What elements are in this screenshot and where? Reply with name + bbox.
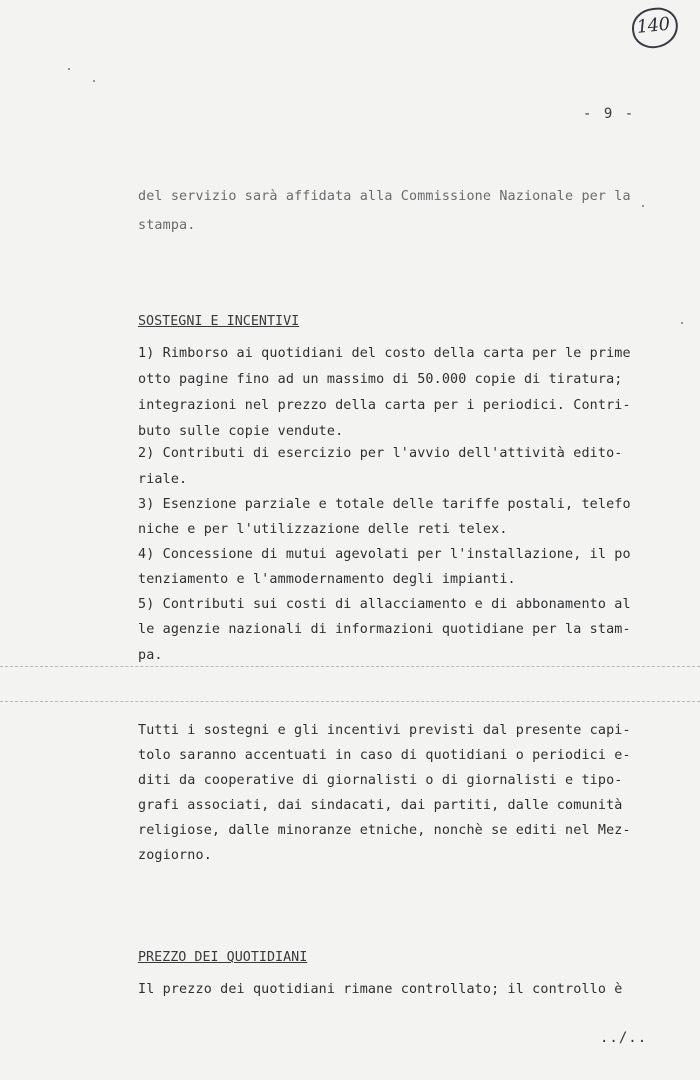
- body-line: zogiorno.: [138, 848, 212, 863]
- body-line: religiose, dalle minoranze etniche, nonchè se editi nel Mez-: [138, 823, 631, 838]
- body-line: diti da cooperative di giornalisti o di giornalisti e tipo-: [138, 773, 623, 788]
- intro-line: stampa.: [138, 218, 196, 233]
- body-line: 2) Contributi di esercizio per l'avvio dell'attività edito-: [138, 446, 623, 461]
- photocopy-edge-line: [0, 701, 700, 703]
- photocopy-edge-line: [0, 666, 700, 668]
- body-line: integrazioni nel prezzo della carta per i periodici. Contri-: [138, 398, 631, 413]
- photocopy-speck: [642, 205, 644, 207]
- body-line: tenziamento e l'ammodernamento degli impianti.: [138, 572, 516, 587]
- body-line: grafi associati, dai sindacati, dai partiti, dalle comunità: [138, 798, 623, 813]
- body-line: 3) Esenzione parziale e totale delle tariffe postali, telefo: [138, 497, 631, 512]
- archive-number: 140: [635, 13, 671, 38]
- section-heading-sostegni: SOSTEGNI E INCENTIVI: [138, 314, 300, 329]
- body-line: riale.: [138, 472, 188, 487]
- body-line: 5) Contributi sui costi di allacciamento e di abbonamento al: [138, 597, 631, 612]
- photocopy-speck: [68, 68, 70, 70]
- body-line: Tutti i sostegni e gli incentivi previsti dal presente capi-: [138, 723, 631, 738]
- archive-number-stamp: [630, 6, 680, 51]
- body-line: 4) Concessione di mutui agevolati per l'installazione, il po: [138, 547, 631, 562]
- body-line: pa.: [138, 648, 163, 663]
- body-line: 1) Rimborso ai quotidiani del costo della carta per le prime: [138, 346, 631, 361]
- photocopy-speck: [681, 322, 683, 324]
- section-heading-prezzo: PREZZO DEI QUOTIDIANI: [138, 950, 308, 965]
- intro-line: del servizio sarà affidata alla Commissione Nazionale per la: [138, 189, 631, 204]
- body-line: buto sulle copie vendute.: [138, 424, 344, 439]
- body-line: niche e per l'utilizzazione delle reti telex.: [138, 522, 508, 537]
- body-line: Il prezzo dei quotidiani rimane controllato; il controllo è: [138, 982, 623, 997]
- body-line: tolo saranno accentuati in caso di quotidiani o periodici e-: [138, 748, 631, 763]
- page-number: - 9 -: [583, 106, 636, 122]
- body-line: otto pagine fino ad un massimo di 50.000 copie di tiratura;: [138, 372, 623, 387]
- body-line: le agenzie nazionali di informazioni quotidiane per la stam-: [138, 622, 631, 637]
- continuation-mark: ../..: [600, 1030, 648, 1046]
- photocopy-speck: [93, 80, 95, 82]
